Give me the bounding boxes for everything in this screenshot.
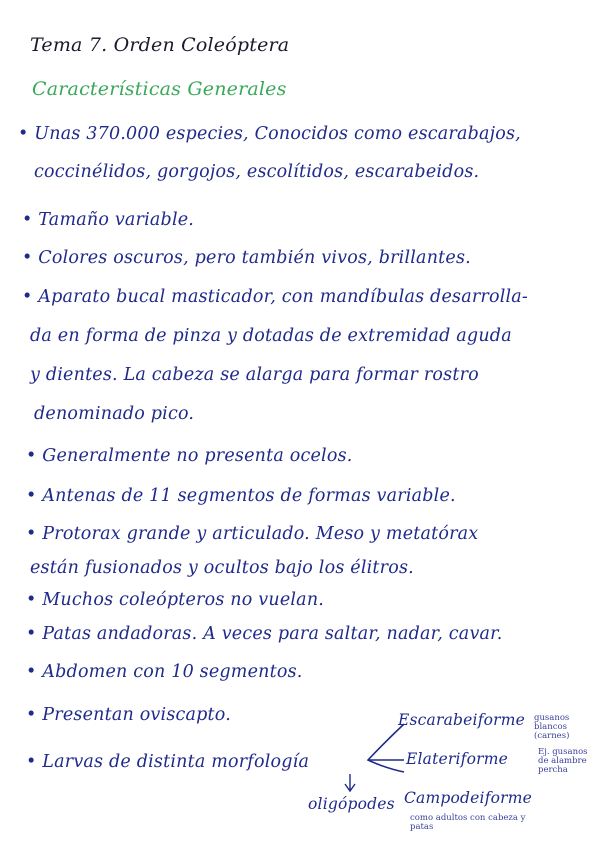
larva-branch-note: [410, 814, 525, 832]
note-line: percha: [538, 765, 568, 775]
note-line: gusanos: [534, 713, 570, 723]
item-text: Tamaño variable.: [38, 210, 195, 230]
bullet-item-larvae: • Larvas de distinta morfología: [26, 752, 310, 772]
item-text: Aparato bucal masticador, con mandíbulas desarrolla-: [38, 287, 529, 307]
item-text: Unas 370.000 especies, Conocidos como escarabajos,: [34, 124, 521, 144]
bullet-item-thorax-line2: están fusionados y ocultos bajo los élitros.: [30, 558, 414, 578]
larva-branch-name: Escarabeiforme: [398, 711, 526, 729]
item-text: Antenas de 11 segmentos de formas variable.: [42, 486, 456, 506]
bullet-item-ovipositor: • Presentan oviscapto.: [26, 705, 231, 725]
bullet-item-abdomen: • Abdomen con 10 segmentos.: [26, 662, 303, 682]
item-text: Presentan oviscapto.: [42, 705, 231, 725]
item-text: Protorax grande y articulado. Meso y metatórax: [42, 524, 479, 544]
bullet-item-size: • Tamaño variable.: [22, 210, 195, 230]
bullet-item-ocelli: • Generalmente no presenta ocelos.: [26, 446, 353, 466]
note-line: de alambre: [538, 756, 587, 766]
section-subtitle: Características Generales: [32, 78, 287, 100]
item-text: Larvas de distinta morfología: [42, 752, 310, 772]
bullet-item-flight: • Muchos coleópteros no vuelan.: [26, 590, 325, 610]
item-text: Muchos coleópteros no vuelan.: [42, 590, 325, 610]
note-line: como adultos con cabeza y: [410, 813, 526, 823]
item-text: Colores oscuros, pero también vivos, brillantes.: [38, 248, 471, 268]
note-line: blancos: [534, 722, 567, 732]
bullet-item-mouthparts-line2: da en forma de pinza y dotadas de extremidad aguda: [30, 326, 512, 346]
item-text: Patas andadoras. A veces para saltar, nadar, cavar.: [42, 624, 503, 644]
note-line: Ej. gusanos: [538, 747, 588, 757]
larva-branch-name: Campodeiforme: [404, 789, 533, 807]
item-text: Abdomen con 10 segmentos.: [42, 662, 303, 682]
larva-branch-note: [534, 714, 569, 741]
note-line: patas: [410, 822, 434, 832]
bullet-item-legs: • Patas andadoras. A veces para saltar, nadar, cavar.: [26, 624, 503, 644]
larva-branch-name: Elateriforme: [406, 750, 509, 768]
bullet-item-thorax-line1: • Protorax grande y articulado. Meso y metatórax: [26, 524, 479, 544]
note-line: (carnes): [534, 731, 570, 741]
down-arrow-icon: [345, 774, 355, 791]
bullet-item-colors: • Colores oscuros, pero también vivos, brillantes.: [22, 248, 471, 268]
bullet-item-species-line1: • Unas 370.000 especies, Conocidos como escarabajos,: [18, 124, 521, 144]
larva-branch-note: [538, 748, 588, 775]
bullet-item-mouthparts-line3: y dientes. La cabeza se alarga para formar rostro: [30, 365, 479, 385]
branch-bracket: [368, 724, 404, 772]
bullet-item-mouthparts-line1: • Aparato bucal masticador, con mandíbulas desarrolla-: [22, 287, 529, 307]
page-title: Tema 7. Orden Coleóptera: [30, 34, 290, 56]
bullet-item-antennae: • Antenas de 11 segmentos de formas variable.: [26, 486, 456, 506]
larva-oligopodes-label: oligópodes: [308, 795, 395, 813]
bullet-item-mouthparts-line4: denominado pico.: [34, 404, 195, 424]
bullet-item-species-line2: coccinélidos, gorgojos, escolítidos, escarabeidos.: [34, 162, 480, 182]
item-text: Generalmente no presenta ocelos.: [42, 446, 353, 466]
